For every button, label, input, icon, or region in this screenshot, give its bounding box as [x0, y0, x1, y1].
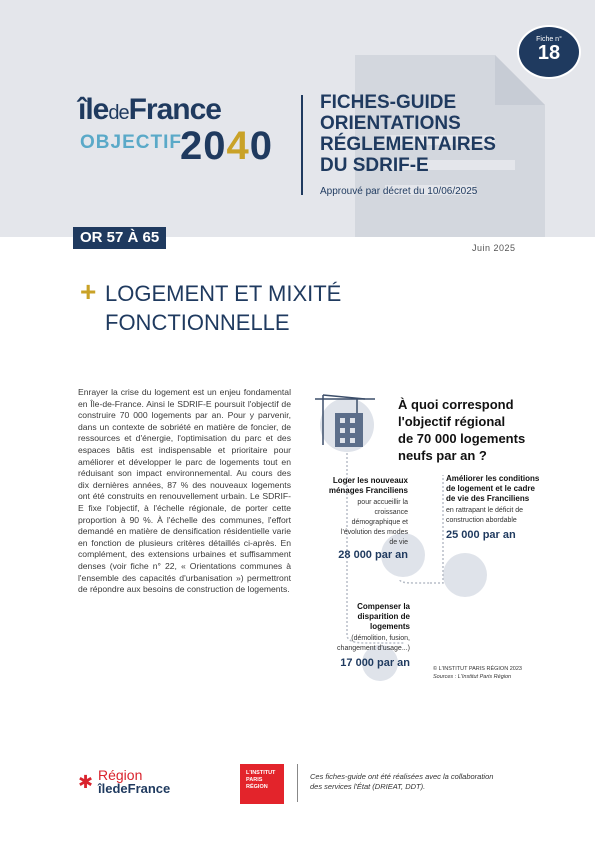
- guide-subtitle: Approuvé par décret du 10/06/2025: [320, 186, 478, 197]
- region-logo: Région îledeFrance: [98, 767, 171, 796]
- publication-date: Juin 2025: [472, 243, 516, 253]
- infographic-block-2: Améliorer les conditions de logement et le cadre de vie des Franciliens en rattrapant le déficit de construction abordable 25 000 par an: [446, 474, 540, 541]
- footer-note: Ces fiches-guide ont été réalisées avec la collaboration des services l'État (DRIEAT, DDT).: [310, 772, 494, 791]
- fiche-label: Fiche n°: [536, 36, 562, 43]
- infographic-credits: © L'INSTITUT PARIS RÉGION 2023 Sources : L'Institut Paris Région: [433, 666, 522, 680]
- brand-objectif: OBJECTIF: [80, 132, 182, 153]
- brand-year: 2040: [180, 124, 273, 168]
- building-icon: [335, 413, 363, 447]
- fiche-number-badge: [517, 25, 581, 79]
- institute-logo: L'INSTITUT PARIS RÉGION: [240, 764, 284, 804]
- footer-divider: [297, 764, 298, 802]
- or-badge: OR 57 À 65: [73, 227, 166, 249]
- region-star-icon: ✱: [78, 772, 94, 792]
- intro-paragraph: Enrayer la crise du logement est un enjeu fondamental en Île-de-France. Ainsi le SDRIF-E poursuit l'objectif de construire 70 000 logements par an. Pour y parvenir, dans un contexte de sobriété en matière de foncier, de ressources et d'énergie, l'optimisation du parc et des espaces bâtis est indispensable et prioritaire pour améliorer et développer le parc de logements tout en réduisant son impact environnemental. Au cours des dix dernières années, 87 % des nouveaux logements ont été construits en renouvellement urbain. Le SDRIF-E fixe l'objectif, à l'échelle régionale, de porter cette proportion à 90 %. À l'échelle des communes, l'effort demandé en matière de densification résidentielle varie en fonction de plusieurs critères détaillés ci-après. En complément, des extensions urbaines et suffisamment denses (voir fiche n° 22, « Orientations communes à l'ensemble des capacités d'urbanisation ») permettront de répondre aux besoins de construction de logements.: [78, 387, 291, 595]
- plus-icon: +: [80, 276, 97, 307]
- circle-block2: [443, 553, 487, 597]
- infographic-question: À quoi correspond l'objectif régional de 70 000 logements neufs par an ?: [398, 397, 526, 463]
- infographic-block-3: Compenser la disparition de logements (démolition, fusion, changement d'usage...) 17 000 par an: [337, 602, 410, 669]
- infographic-block-1: Loger les nouveaux ménages Franciliens pour accueillir la croissance démographique et l'évolution des modes de vie 28 000 par an: [328, 476, 408, 561]
- guide-title: FICHES-GUIDE ORIENTATIONS RÉGLEMENTAIRES DU SDRIF-E: [320, 92, 496, 176]
- brand-logo-text: îledeFrance: [78, 93, 221, 126]
- fiche-number: 18: [537, 42, 561, 64]
- header-divider: [301, 95, 303, 195]
- page-title: LOGEMENT ET MIXITÉ FONCTIONNELLE: [105, 281, 342, 335]
